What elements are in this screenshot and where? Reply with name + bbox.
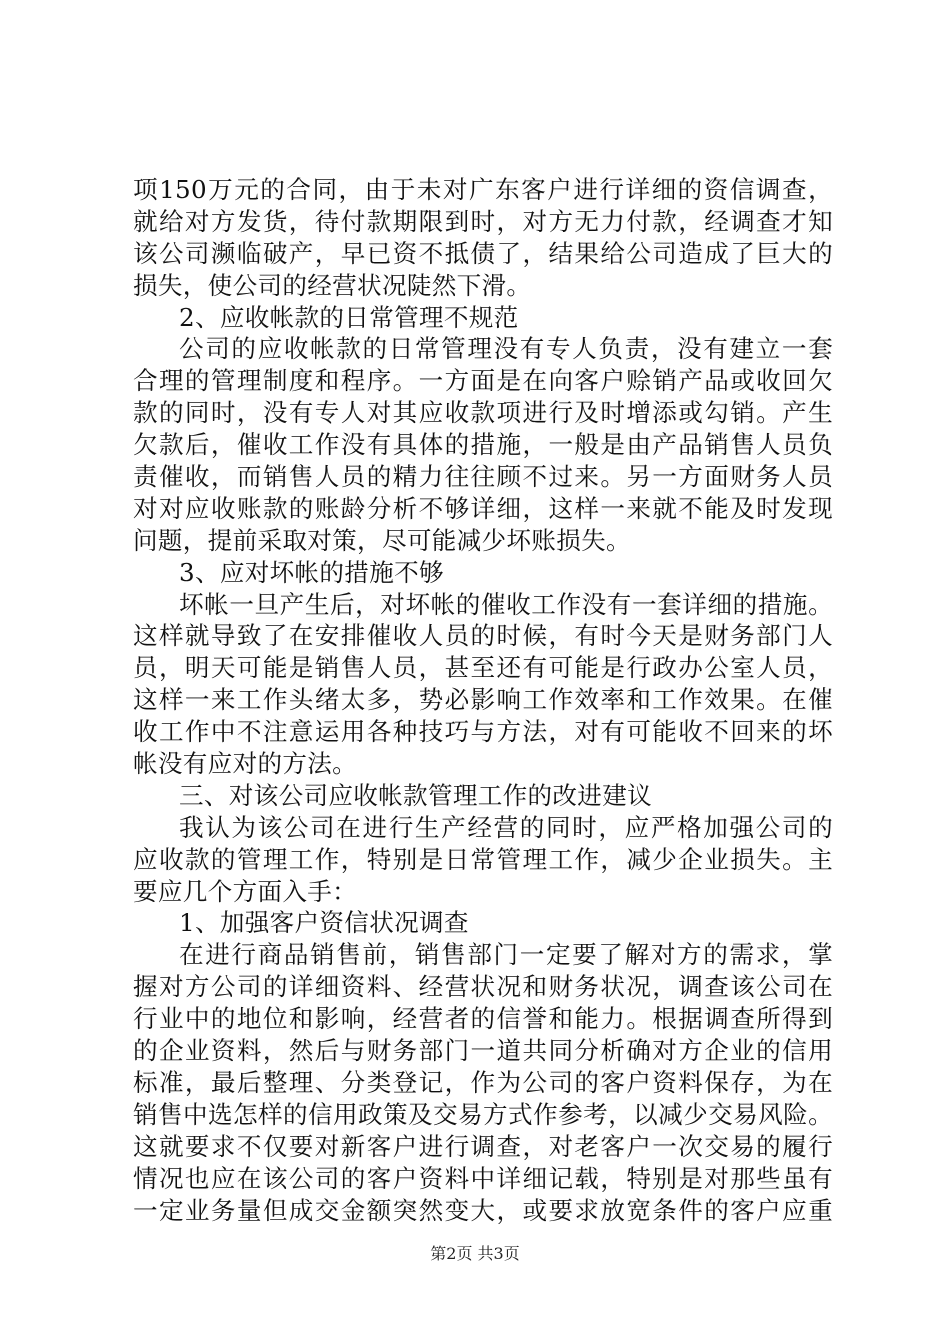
text-line: 应收款的管理工作，特别是日常管理工作，减少企业损失。主 <box>133 844 833 874</box>
text-line: 合理的管理制度和程序。一方面是在向客户赊销产品或收回欠 <box>133 366 833 396</box>
text-line: 标准，最后整理、分类登记，作为公司的客户资料保存，为在 <box>133 1067 833 1097</box>
text-line: 帐没有应对的方法。 <box>133 749 358 779</box>
text-line: 收工作中不注意运用各种技巧与方法，对有可能收不回来的坏 <box>133 717 833 747</box>
text-line: 3、应对坏帐的措施不够 <box>179 557 444 587</box>
text-line: 责催收，而销售人员的精力往往顾不过来。另一方面财务人员 <box>133 462 833 492</box>
text-line: 员，明天可能是销售人员，甚至还有可能是行政办公室人员， <box>133 653 833 683</box>
text-line: 这样就导致了在安排催收人员的时候，有时今天是财务部门人 <box>133 621 833 651</box>
text-line: 在进行商品销售前，销售部门一定要了解对方的需求，掌 <box>179 940 833 970</box>
text-line: 这就要求不仅要对新客户进行调查，对老客户一次交易的履行 <box>133 1131 833 1161</box>
text-line: 欠款后，催收工作没有具体的措施，一般是由产品销售人员负 <box>133 430 833 460</box>
text-line: 坏帐一旦产生后，对坏帐的催收工作没有一套详细的措施。 <box>179 589 833 619</box>
text-line: 这样一来工作头绪太多，势必影响工作效率和工作效果。在催 <box>133 685 833 715</box>
text-line: 款的同时，没有专人对其应收款项进行及时增添或勾销。产生 <box>133 398 833 428</box>
text-line: 要应几个方面入手： <box>133 876 358 906</box>
text-line: 我认为该公司在进行生产经营的同时，应严格加强公司的 <box>179 812 833 842</box>
text-line: 的企业资料，然后与财务部门一道共同分析确对方企业的信用 <box>133 1036 833 1066</box>
text-line: 握对方公司的详细资料、经营状况和财务状况，调查该公司在 <box>133 972 833 1002</box>
text-line: 三、对该公司应收帐款管理工作的改进建议 <box>179 780 652 810</box>
text-line: 对对应收账款的账龄分析不够详细，这样一来就不能及时发现 <box>133 493 833 523</box>
text-line: 损失，使公司的经营状况陡然下滑。 <box>133 270 532 300</box>
text-line: 情况也应在该公司的客户资料中详细记载，特别是对那些虽有 <box>133 1163 833 1193</box>
text-line: 一定业务量但成交金额突然变大，或要求放宽条件的客户应重 <box>133 1195 833 1225</box>
document-body <box>133 174 833 1226</box>
text-line: 问题，提前采取对策，尽可能减少坏账损失。 <box>133 525 631 555</box>
text-line: 行业中的地位和影响，经营者的信誉和能力。根据调查所得到 <box>133 1004 833 1034</box>
text-line: 就给对方发货，待付款期限到时，对方无力付款，经调查才知 <box>133 206 833 236</box>
text-line: 1、加强客户资信状况调查 <box>179 908 469 938</box>
text-line: 项150万元的合同，由于未对广东客户进行详细的资信调查， <box>133 175 833 204</box>
page-footer: 第2页 共3页 <box>430 1244 520 1263</box>
text-line: 2、应收帐款的日常管理不规范 <box>179 302 519 332</box>
text-line: 该公司濒临破产，早已资不抵债了，结果给公司造成了巨大的 <box>133 238 833 268</box>
text-line: 销售中选怎样的信用政策及交易方式作参考，以减少交易风险。 <box>133 1099 833 1129</box>
text-line: 公司的应收帐款的日常管理没有专人负责，没有建立一套 <box>179 334 833 364</box>
